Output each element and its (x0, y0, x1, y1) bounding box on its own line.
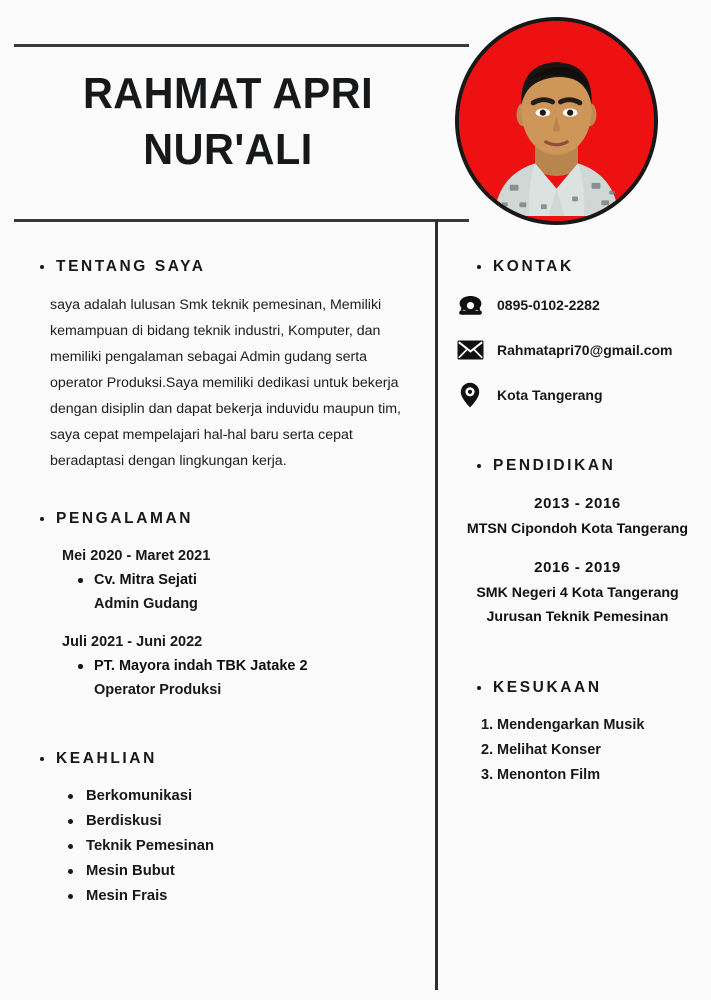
contact-email-value: Rahmatapri70@gmail.com (497, 342, 673, 358)
about-body: saya adalah lulusan Smk teknik pemesinan, Memiliki kemampuan di bidang teknik industri, Komputer, dan memiliki pengalaman sebagai Admin gudang serta operator Produksi.Saya memiliki dedikasi untuk bekerja dengan disiplin dan dapat bekerja induvidu maupun tim, saya cepat mempelajari hal-hal baru serta cepat beradaptasi dengan lingkungan kerja. (50, 297, 401, 469)
experience-date: Juli 2021 - Juni 2022 (62, 634, 203, 650)
list-item: Berdiskusi (68, 809, 422, 834)
name-line-2: NUR'ALI (143, 125, 313, 174)
hobby-number: 1. (481, 717, 494, 733)
contact-phone-value: 0895-0102-2282 (497, 297, 600, 313)
hobby-number: 3. (481, 767, 494, 783)
experience-item (62, 544, 422, 616)
bullet-icon (40, 757, 44, 761)
hobbies-heading (455, 679, 705, 697)
skills-list (68, 784, 422, 909)
education-years: 2016 - 2019 (534, 559, 621, 576)
about-heading (40, 258, 422, 276)
about-heading-label: TENTANG SAYA (56, 258, 206, 275)
hobby-number: 2. (481, 742, 494, 758)
envelope-icon (455, 337, 485, 363)
section-experience (40, 510, 422, 702)
experience-company: Cv. Mitra Sejati (78, 568, 422, 592)
hobby-label: Menonton Film (497, 767, 601, 783)
name-line-1: RAHMAT APRI (82, 69, 374, 118)
education-school: SMK Negeri 4 Kota Tangerang (476, 585, 679, 601)
spacer (40, 478, 422, 510)
experience-role: Operator Produksi (94, 682, 222, 698)
experience-heading-label: PENGALAMAN (56, 510, 194, 527)
section-hobbies (455, 679, 705, 788)
list-item: Berkomunikasi (68, 784, 422, 809)
contact-email[interactable] (455, 337, 705, 363)
list-item: Mesin Bubut (68, 859, 422, 884)
header-top-rule (14, 44, 469, 47)
bullet-icon (477, 686, 481, 690)
section-education (455, 457, 705, 629)
hobby-label: Mendengarkan Musik (497, 717, 645, 733)
contact-heading (455, 258, 705, 276)
contact-location[interactable] (455, 382, 705, 408)
education-major: Jurusan Teknik Pemesinan (486, 609, 669, 625)
experience-date: Mei 2020 - Maret 2021 (62, 548, 211, 564)
list-item (481, 738, 705, 763)
section-about (40, 258, 422, 474)
section-skills (40, 750, 422, 909)
bullet-icon (40, 265, 44, 269)
experience-heading (40, 510, 422, 528)
contact-phone[interactable] (455, 292, 705, 318)
list-item: Teknik Pemesinan (68, 834, 422, 859)
header (0, 0, 711, 222)
spacer (40, 716, 422, 750)
experience-company: PT. Mayora indah TBK Jatake 2 (78, 654, 422, 678)
telephone-icon (455, 292, 485, 318)
spacer (455, 643, 705, 679)
header-bottom-rule (14, 219, 469, 222)
right-column (455, 258, 705, 792)
experience-role: Admin Gudang (94, 596, 198, 612)
bullet-icon (477, 265, 481, 269)
education-school: MTSN Cipondoh Kota Tangerang (466, 521, 689, 537)
portrait-photo (459, 21, 654, 216)
bullet-icon (477, 464, 481, 468)
hobbies-list (481, 713, 705, 788)
list-item: Mesin Frais (68, 884, 422, 909)
skills-heading-label: KEAHLIAN (56, 750, 157, 767)
list-item (481, 763, 705, 788)
hobbies-heading-label: KESUKAAN (493, 679, 602, 696)
experience-item (62, 630, 422, 702)
contact-heading-label: KONTAK (493, 258, 574, 275)
education-item (455, 555, 700, 629)
page-title (18, 66, 438, 178)
column-divider (435, 220, 438, 990)
education-heading (455, 457, 705, 475)
education-item (455, 491, 700, 541)
location-pin-icon (455, 382, 485, 408)
avatar (455, 17, 658, 225)
bullet-icon (40, 517, 44, 521)
list-item (481, 713, 705, 738)
left-column (40, 258, 422, 913)
education-years: 2013 - 2016 (534, 495, 621, 512)
education-heading-label: PENDIDIKAN (493, 457, 616, 474)
spacer (455, 427, 705, 457)
skills-heading (40, 750, 422, 768)
hobby-label: Melihat Konser (497, 742, 601, 758)
section-contact (455, 258, 705, 408)
contact-location-value: Kota Tangerang (497, 387, 603, 403)
